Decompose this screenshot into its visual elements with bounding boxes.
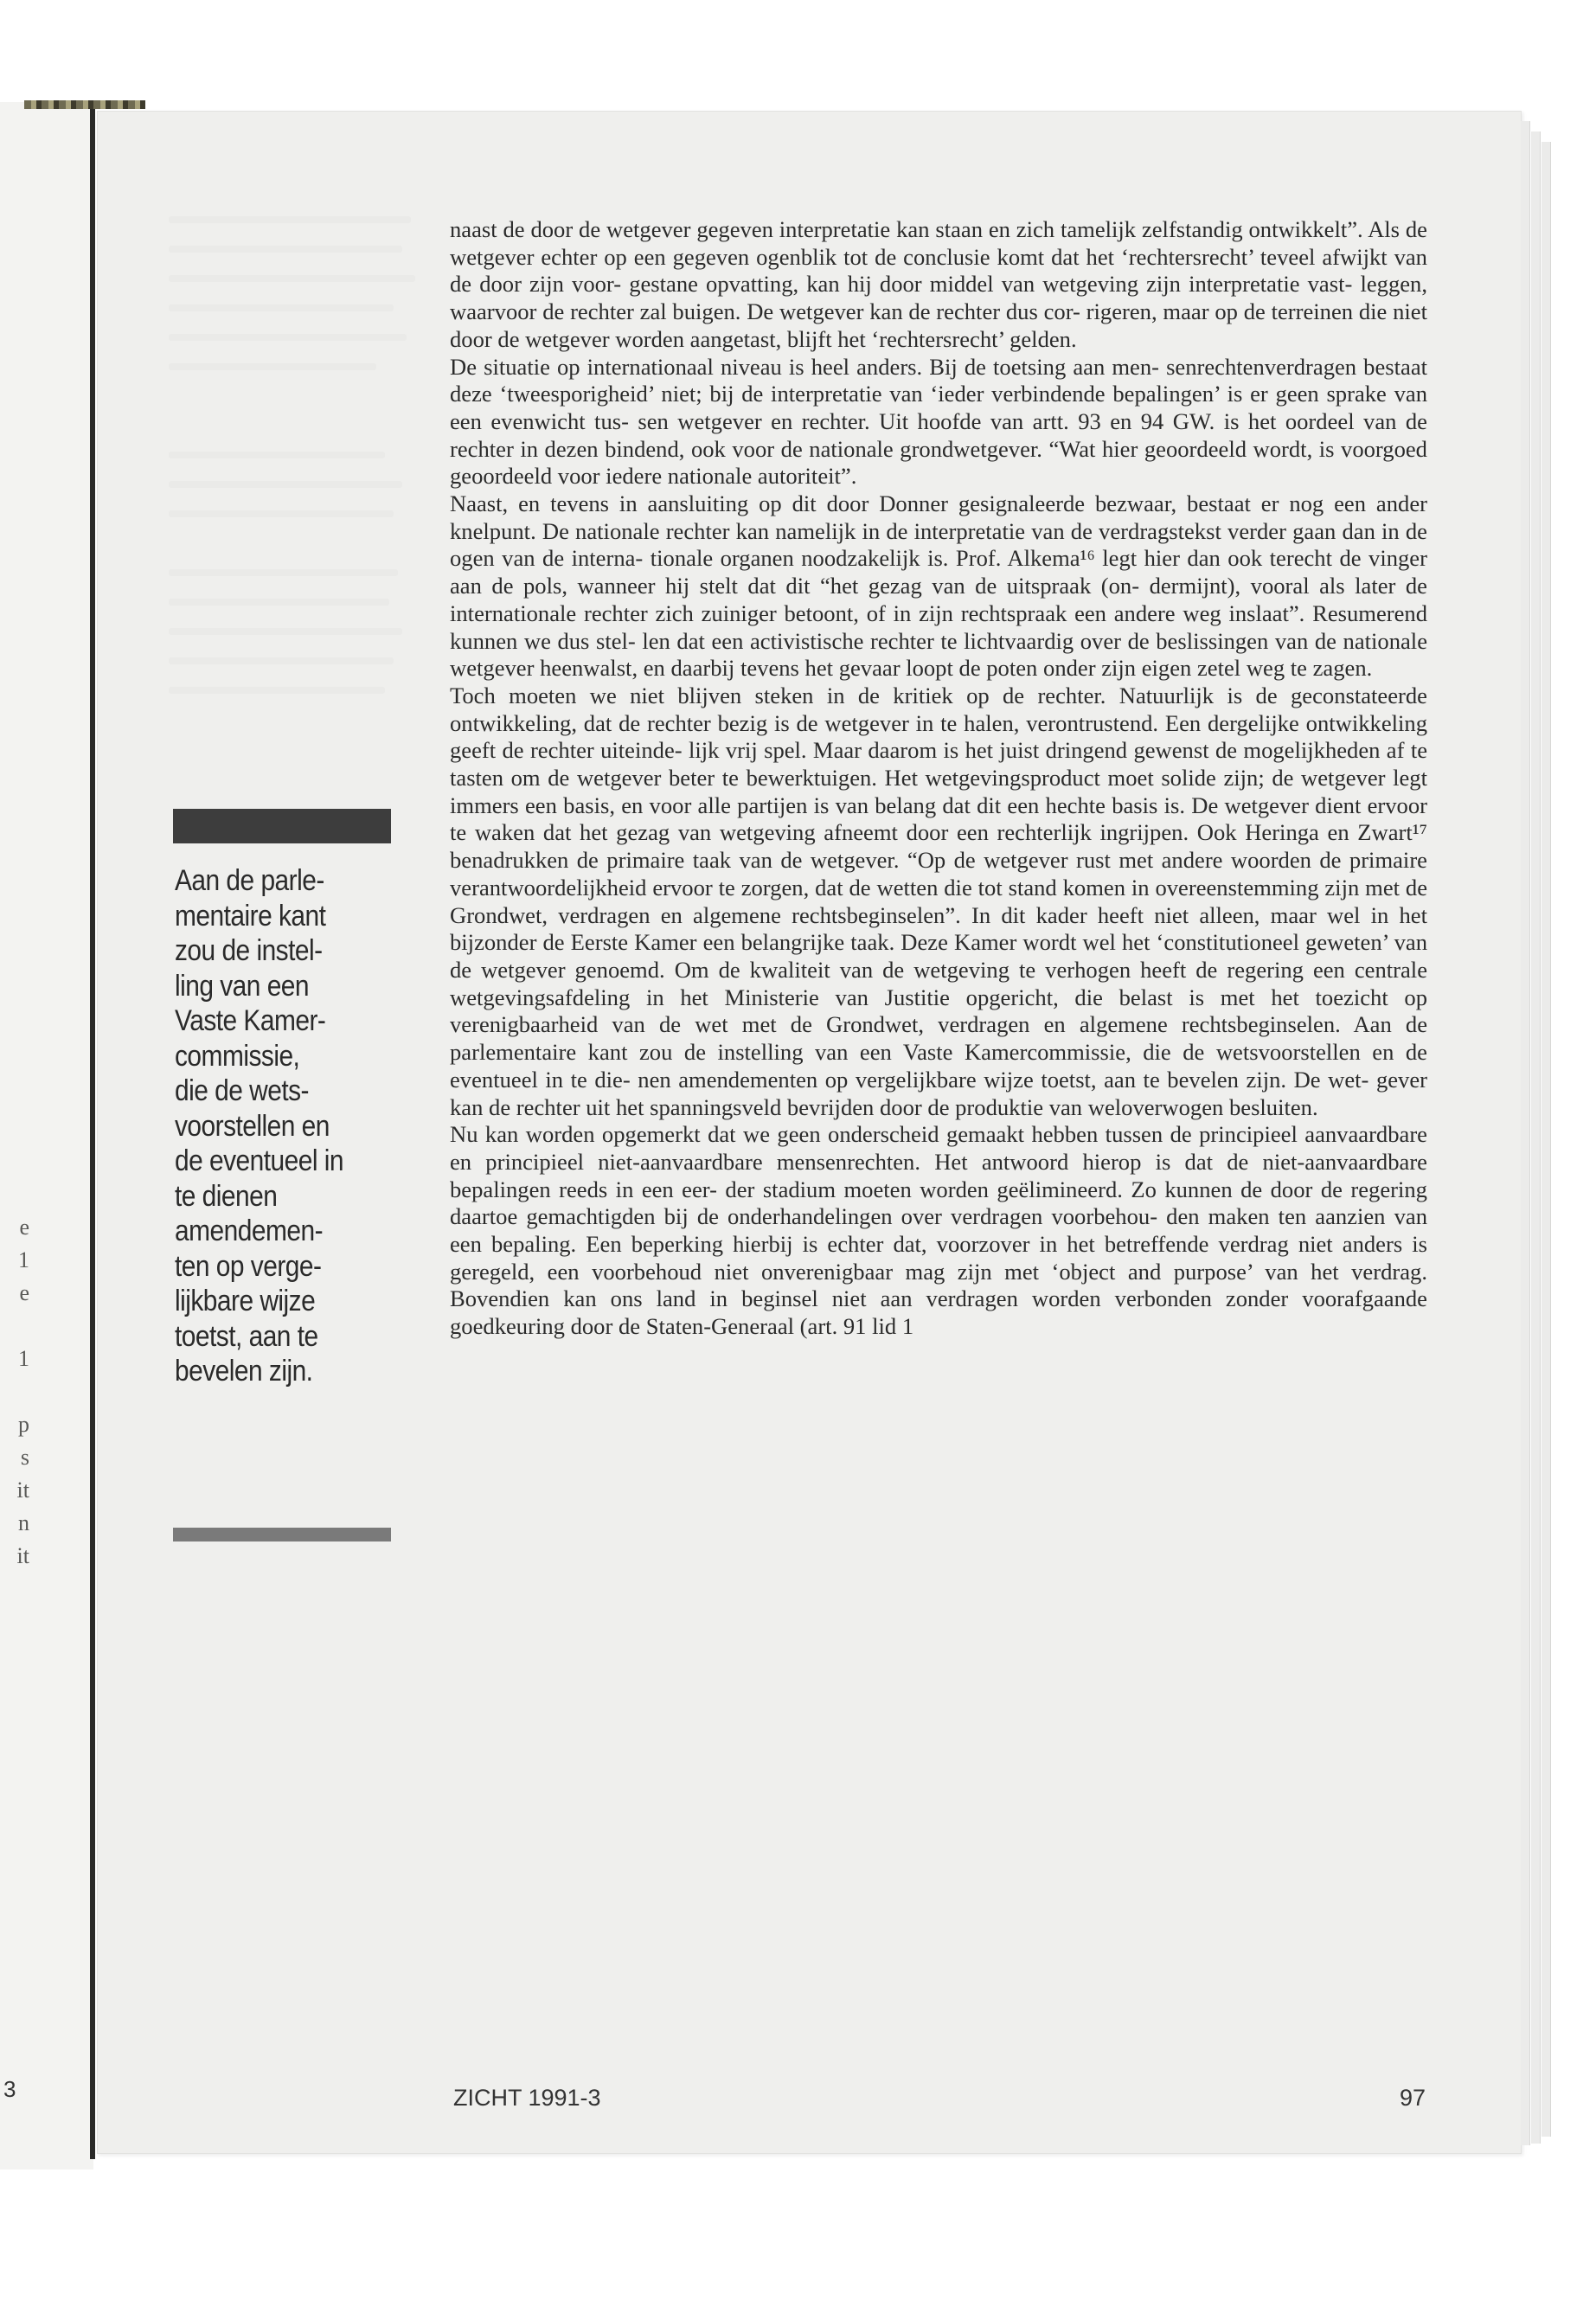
- text-line: alleen, maar wel in het bijzonder de Eerste Kamer een belangrijke taak. Deze: [450, 901, 1427, 956]
- text-line: bestaat er nog een ander knelpunt. De nationale rechter kan namelijk in de: [450, 490, 1427, 544]
- text-line: van ‘ieder verbindende bepalingen’ is er geen sprake van een evenwicht tus-: [450, 381, 1428, 434]
- text-line: algemene rechtsbeginselen. Aan de parlementaire kant zou de instelling van: [450, 1011, 1427, 1066]
- margin-char: p: [18, 1412, 29, 1437]
- footer-page-number: 97: [1400, 2085, 1426, 2111]
- margin-char: it: [16, 1477, 29, 1503]
- text-line: dat de wetten die tot stand komen in overeenstemming zijn met de: [815, 874, 1428, 901]
- adjacent-page-strip: [0, 102, 93, 2170]
- show-through-text: [169, 216, 428, 716]
- text-line: Het antwoord hierop is dat de niet-aanvaardbare bepalingen reeds in een eer-: [450, 1148, 1427, 1202]
- margin-char: 1: [18, 1346, 29, 1371]
- text-line: len dat een activistische rechter te lichtvaardig over de beslissingen van de: [642, 627, 1336, 654]
- text-line: gever kan de rechter uit het spanningsveld bevrijden door de produktie van: [450, 1066, 1427, 1120]
- text-line: leggen, waarvoor de rechter zal buigen. De wetgever kan de rechter dus cor-: [450, 271, 1427, 325]
- paragraph: [450, 1121, 1427, 1341]
- margin-char: s: [20, 1445, 29, 1470]
- text-line: halen, verontrustend. Een dergelijke ontwikkeling geeft de rechter uiteinde-: [450, 709, 1427, 764]
- text-line: niet onverenigbaar mag zijn met ‘object and purpose’ van het verdrag.: [714, 1258, 1427, 1285]
- margin-char: it: [16, 1543, 29, 1568]
- text-line: senrechtenverdragen bestaat deze ‘tweesporigheid’ niet; bij de interpretatie: [450, 353, 1428, 407]
- text-line: dermijnt), vooral als later de internationale rechter zich zuiniger betoont, of: [450, 573, 1427, 626]
- adjacent-page-margin-chars: [0, 1211, 29, 1573]
- text-line: te tasten om de wetgever beter te bewerktuigen. Het wetgevingsproduct: [450, 737, 1428, 792]
- text-line: van belang dat dit een hechte basis is. De wetgever dient ervoor te waken dat: [450, 792, 1427, 846]
- paragraph: [450, 683, 1427, 1121]
- page-edge: [1542, 142, 1551, 2137]
- text-line: zonder voorafgaande goedkeuring door de Staten-Generaal (art. 91 lid 1: [450, 1285, 1427, 1340]
- text-line: Bovendien kan ons land in beginsel niet aan verdragen worden verbonden: [450, 1285, 1212, 1312]
- text-line: geoordeeld wordt, is voorgoed geoordeeld voor iedere nationale autoriteit”.: [450, 435, 1427, 490]
- article-body: [450, 216, 1427, 1341]
- text-line: zelfstandig ontwikkelt”. Als de wetgever echter op een gegeven ogenblik tot: [450, 216, 1427, 270]
- text-line: het toezicht op verenigbaarheid van de wet met de Grondwet, verdragen en: [450, 984, 1428, 1038]
- text-line: Naast, en tevens in aansluiting op dit door Donner gesignaleerde bezwaar,: [450, 490, 1177, 517]
- text-line: de geconstateerde ontwikkeling, dat de rechter bezig is de wetgever in te: [450, 682, 1427, 736]
- text-line: nen amendementen op vergelijkbare wijze toetst, aan te bevelen zijn. De wet-: [638, 1066, 1369, 1093]
- text-line: voorzover in het betreffende verdrag niet anders is geregeld, een voorbehoud: [450, 1231, 1427, 1285]
- text-line: de conclusie komt dat het ‘rechtersrecht’ teveel afwijkt van de door zijn voor-: [450, 243, 1427, 298]
- text-line: Nu kan worden opgemerkt dat we geen onderscheid gemaakt hebben tussen: [450, 1121, 1163, 1148]
- text-line: moet solide zijn; de wetgever legt immers een basis, en voor alle partijen is: [450, 765, 1427, 818]
- text-line: vinger aan de pols, wanneer hij stelt dat dit “het gezag van de uitspraak (on-: [450, 545, 1427, 599]
- pull-quote-bar-bottom: [173, 1528, 391, 1541]
- text-line: de principieel aanvaardbare en principieel niet-aanvaardbare mensenrechten.: [450, 1121, 1427, 1175]
- text-line: de rechter in dezen bindend, ook voor de nationale grondwetgever. “Wat hier: [450, 407, 1427, 462]
- text-line: wetgevingsafdeling in het Ministerie van Justitie opgericht, die belast is met: [450, 984, 1255, 1010]
- text-line: onder zijn eigen zetel weg te zagen.: [1043, 655, 1373, 682]
- margin-char: [0, 1310, 29, 1343]
- text-line: interpretatie van de verdragstekst verder gaan dan in de ogen van de interna-: [450, 517, 1427, 572]
- paragraph: [450, 216, 1427, 354]
- text-line: en Zwart¹⁷ benadrukken de primaire taak van de wetgever. “Op de wetgever: [450, 819, 1428, 874]
- text-line: naast de door de wetgever gegeven interpretatie kan staan en zich tamelijk: [450, 216, 1137, 242]
- text-line: rust met andere woorden de primaire verantwoordelijkheid ervoor te zorgen,: [450, 847, 1427, 901]
- text-line: tionale organen noodzakelijk is. Prof. Alkema¹⁶ legt hier dan ook terecht de: [650, 545, 1362, 572]
- footer-journal-issue: ZICHT 1991-3: [453, 2085, 601, 2111]
- adjacent-page-number: 3: [3, 2076, 16, 2102]
- text-line: der stadium moeten worden geëlimineerd. Zo kunnen de door de regering: [725, 1176, 1427, 1202]
- margin-char: e: [19, 1215, 29, 1240]
- text-line: gestane opvatting, kan hij door middel van wetgeving zijn interpretatie vast-: [629, 271, 1353, 298]
- pull-quote-bar-top: [173, 809, 391, 843]
- margin-char: n: [18, 1510, 29, 1535]
- text-line: het gezag van wetgeving afneemt door een rechterlijk ingrijpen. Ook Heringa: [580, 819, 1319, 846]
- text-line: daartoe gemachtigden bij de onderhandelingen over verdragen voorbehou-: [450, 1203, 1158, 1230]
- text-line: nationale wetgever heenwalst, en daarbij tevens het gevaar loopt de poten: [450, 627, 1427, 682]
- pull-quote: Aan de parle- mentaire kant zou de instel- ling van een Vaste Kamer- commissie, die de wets- voorstellen en de eventueel in te dienen amendemen- ten op verge- lijkbare wijze toetst, aan te bevelen zijn.: [175, 864, 344, 1388]
- text-line: blijft het ‘rechtersrecht’ gelden.: [786, 325, 1077, 352]
- margin-char: [0, 1375, 29, 1408]
- margin-char: e: [19, 1280, 29, 1305]
- page-edge: [1521, 121, 1530, 2145]
- text-line: lijk vrij spel. Maar daarom is het juist dringend gewenst de mogelijkheden af: [689, 737, 1405, 764]
- text-line: Toch moeten we niet blijven steken in de kritiek op de rechter. Natuurlijk is: [450, 682, 1243, 708]
- text-line: weloverwogen besluiten.: [1087, 1093, 1318, 1120]
- text-line: een Vaste Kamercommissie, die de wetsvoorstellen en de eventueel in te die-: [450, 1039, 1427, 1093]
- text-line: Om de kwaliteit van de wetgeving te verhogen heeft de regering een centrale: [674, 956, 1427, 983]
- paragraph: [450, 490, 1427, 683]
- page-edge: [1531, 131, 1541, 2144]
- text-line: Grondwet, verdragen en algemene rechtsbeginselen”. In dit kader heeft niet: [450, 901, 1189, 928]
- text-line: Kamer wordt wel het ‘constitutioneel geweten’ van de wetgever genoemd.: [450, 929, 1427, 983]
- text-line: rigeren, maar op de terreinen die niet door de wetgever worden aangetast,: [450, 298, 1427, 352]
- paragraph: [450, 354, 1427, 491]
- text-line: De situatie op internationaal niveau is heel anders. Bij de toetsing aan men-: [450, 353, 1159, 380]
- margin-char: 1: [18, 1247, 29, 1272]
- text-line: in zijn rechtspraak een andere weg inslaat”. Resumerend kunnen we dus stel-: [450, 599, 1428, 654]
- text-line: sen wetgever en rechter. Uit hoofde van artt. 93 en 94 GW. is het oordeel van: [638, 407, 1397, 434]
- book-spine: [90, 109, 95, 2159]
- binding-tape: [24, 100, 145, 109]
- text-line: den maken ten aanzien van een bepaling. Een beperking hierbij is echter dat,: [450, 1203, 1427, 1258]
